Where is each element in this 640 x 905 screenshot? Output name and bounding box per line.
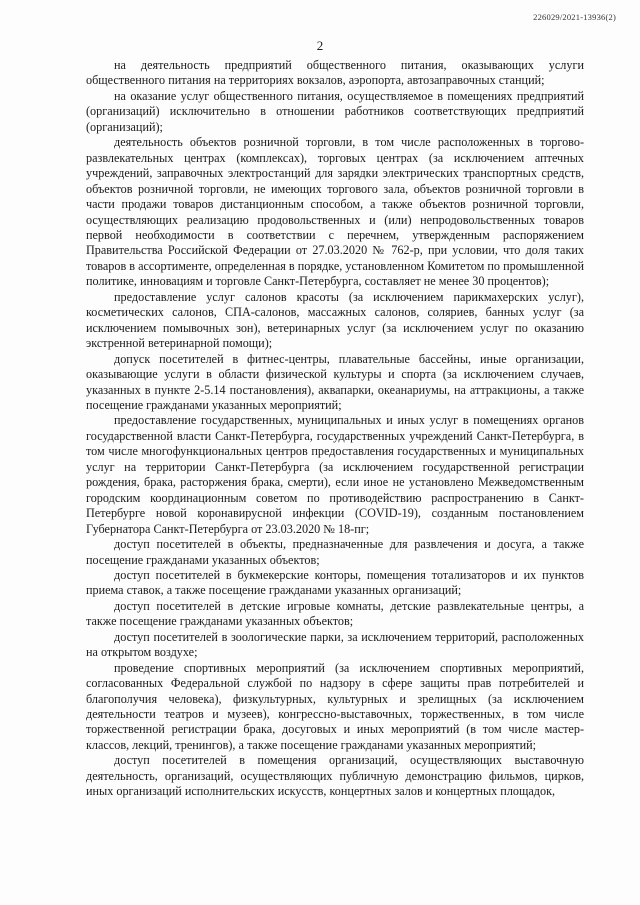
document-id: 226029/2021-13936(2) xyxy=(533,12,616,22)
paragraph-retail-trade: деятельность объектов розничной торговли, в том числе расположенных в торгово-развлекательных центрах (комплексах), торговых центрах (за исключением аптечных учреждений, заправочных электростанций для зарядки электрических транспортных средств, объектов розничной торговли, не имеющих торгового зала, объектов розничной торговли в части продажи товаров дистанционным способом, а также объектов розничной торговли, осуществляющих реализацию продовольственных и (или) непродовольственных товаров первой необходимости в соответствии с перечнем, утвержденным распоряжением Правительства Российской Федерации от 27.03.2020 № 762-р, при условии, что доля таких товаров в ассортименте, определенная в порядке, установленном Комитетом по промышленной политике, инновациям и торговле Санкт-Петербурга, составляет не менее 30 процентов); xyxy=(86,135,584,289)
paragraph-beauty-salons: предоставление услуг салонов красоты (за исключением парикмахерских услуг), косметических салонов, СПА-салонов, массажных салонов, соляриев, банных услуг (за исключением помывочных зон), ветеринарных услуг (за исключением услуг по оказанию экстренной ветеринарной помощи); xyxy=(86,289,584,351)
paragraph-public-services: предоставление государственных, муниципальных и иных услуг в помещениях органов государственной власти Санкт-Петербурга, государственных учреждений Санкт-Петербурга, в том числе многофункциональных центров предоставления государственных и муниципальных услуг на территории Санкт-Петербурга (за исключением государственной регистрации рождения, брака, расторжения брака, смерти), если иное не установлено Межведомственным городским координационным советом по противодействию распространению в Санкт-Петербурге новой коронавирусной инфекции (COVID-19), созданным постановлением Губернатора Санкт-Петербурга от 23.03.2020 № 18-пг; xyxy=(86,413,584,536)
paragraph-childrens-playrooms: доступ посетителей в детские игровые комнаты, детские развлекательные центры, а также посещение гражданами указанных объектов; xyxy=(86,598,584,629)
paragraph-exhibitions-cinemas: доступ посетителей в помещения организаций, осуществляющих выставочную деятельность, организаций, осуществляющих публичную демонстрацию фильмов, цирков, иных организаций исполнительских искусств, концертных залов и концертных площадок, xyxy=(86,753,584,799)
paragraph-fitness-centers: допуск посетителей в фитнес-центры, плавательные бассейны, иные организации, оказывающие услуги в области физической культуры и спорта (за исключением случаев, указанных в пункте 2-5.14 постановления), аквапарки, океанариумы, на аттракционы, а также посещение гражданами указанных мероприятий; xyxy=(86,351,584,412)
paragraph-public-catering-stations: на деятельность предприятий общественного питания, оказывающих услуги общественного питания на территориях вокзалов, аэропорта, автозаправочных станций; xyxy=(86,58,584,88)
paragraph-zoos: доступ посетителей в зоологические парки, за исключением территорий, расположенных на открытом воздухе; xyxy=(86,629,584,660)
paragraph-sports-events: проведение спортивных мероприятий (за исключением спортивных мероприятий, согласованных Федеральной службой по надзору в сфере защиты прав потребителей и благополучия человека), физкультурных, культурных и зрелищных (за исключением деятельности театров и музеев), конгрессно-выставочных, торжественных, в том числе торжественной регистрации брака, досуговых и иных мероприятий (в том числе мастер-классов, лекций, тренингов), а также посещение гражданами указанных мероприятий; xyxy=(86,660,584,752)
page-number: 2 xyxy=(316,38,324,53)
document-body xyxy=(86,58,584,800)
paragraph-catering-employees: на оказание услуг общественного питания, осуществляемое в помещениях предприятий (организаций) исключительно в отношении работников соответствующих предприятий (организаций); xyxy=(86,88,584,134)
paragraph-bookmakers: доступ посетителей в букмекерские конторы, помещения тотализаторов и их пунктов приема ставок, а также посещение гражданами указанных организаций; xyxy=(86,567,584,598)
paragraph-entertainment: доступ посетителей в объекты, предназначенные для развлечения и досуга, а также посещение гражданами указанных объектов; xyxy=(86,537,584,567)
